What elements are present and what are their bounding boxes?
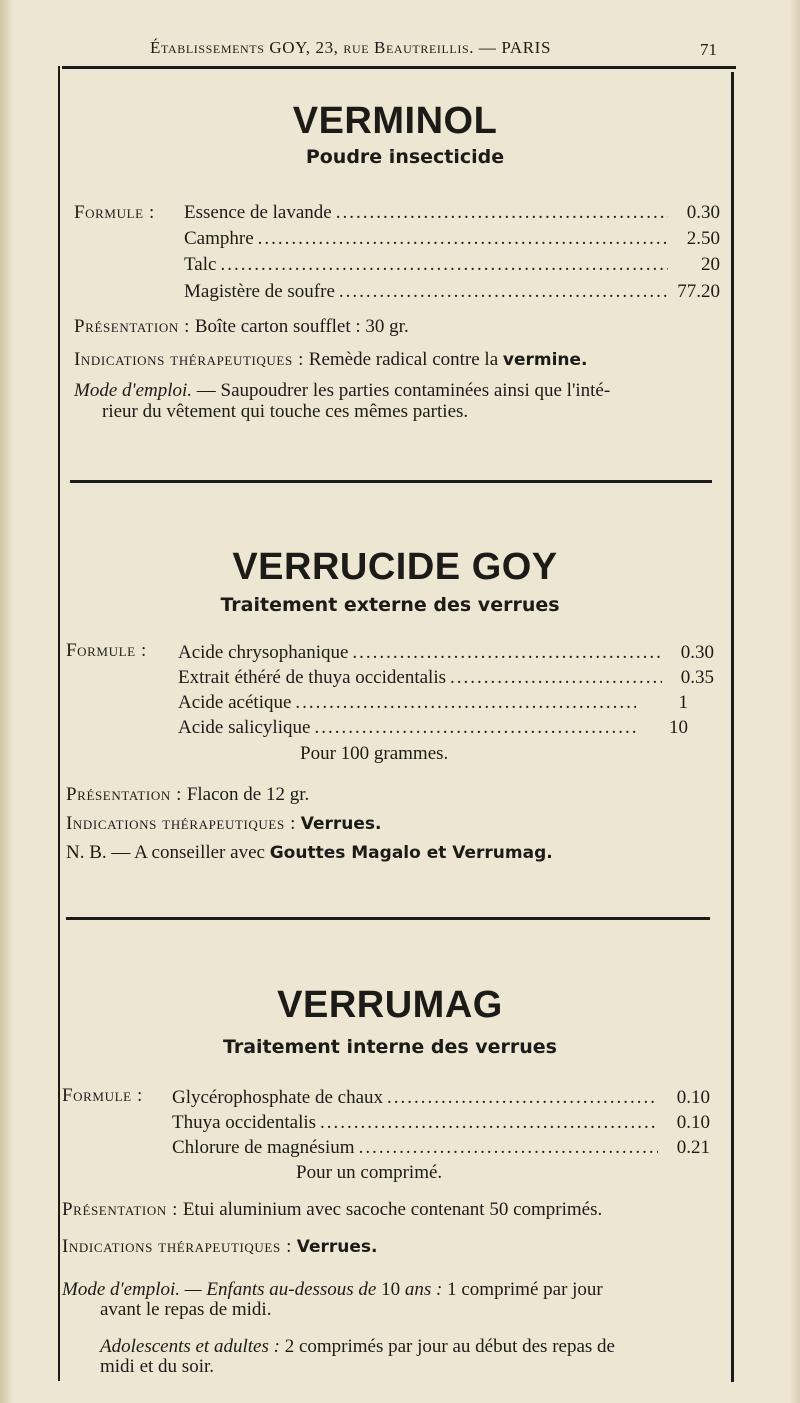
verrucide-per-unit: Pour 100 grammes. [300,743,449,764]
mode-age: 10 [381,1279,401,1300]
verminol-formula-row [184,254,720,276]
verminol-subtitle: Poudre insecticide [305,146,505,168]
ingredient-value: 20 [701,254,720,275]
ingredient-name: Essence de lavande [184,202,332,223]
indications-label: Indications thérapeutiques : [62,1236,293,1257]
verrumag-adult-line2: midi et du soir. [100,1356,214,1377]
leader-dots [352,642,662,664]
verrucide-title: VERRUCIDE GOY [232,546,558,588]
verrumag-formula-row [172,1137,710,1159]
ingredient-name: Chlorure de magnésium [172,1137,355,1158]
ingredient-name: Acide chrysophanique [178,642,349,663]
verrumag-formula-row [172,1087,710,1109]
ingredient-value: 2.50 [686,228,720,249]
ingredient-value: 0.21 [676,1137,710,1158]
leader-dots [295,692,636,714]
verrumag-adult-line [100,1336,615,1358]
verrumag-presentation [62,1199,602,1221]
verminol-presentation [74,316,409,338]
indications-label: Indications thérapeutiques : [66,813,297,834]
mode-ans: ans : [404,1279,443,1300]
ingredient-name: Extrait éthéré de thuya occidentalis [178,667,446,688]
verrucide-formula-row [178,717,688,739]
verrucide-presentation [66,784,309,806]
verrumag-mode-line2: avant le repas de midi. [100,1299,272,1320]
verminol-title: VERMINOL [292,100,498,142]
verrumag-indications [62,1236,378,1258]
verrumag-per-unit: Pour un comprimé. [296,1162,443,1183]
leader-dots [450,667,662,689]
ingredient-name: Thuya occidentalis [172,1112,317,1133]
ingredient-name: Glycérophosphate de chaux [172,1087,384,1108]
ingredient-value: 10 [669,717,688,738]
verrucide-formula-row [178,642,714,664]
leader-dots [258,228,668,250]
indications-bold: vermine. [502,350,588,370]
adult-label: Adolescents et adultes : [100,1336,280,1357]
verrucide-formule-label: Formule : [66,640,147,661]
frame-right-rule [731,72,734,1382]
ingredient-name: Acide acétique [178,692,292,713]
presentation-label: Présentation : [62,1199,179,1220]
frame-left-rule [58,66,60,1381]
verrucide-nb [66,842,553,864]
verrucide-subtitle: Traitement externe des verrues [220,594,560,616]
verminol-mode-line [74,380,610,402]
verminol-formule-label: Formule : [74,202,155,223]
section-divider [70,480,712,483]
verminol-formula-row [184,281,720,303]
section-divider [66,917,710,920]
ingredient-name: Magistère de soufre [184,281,335,302]
presentation-label: Présentation : [66,784,183,805]
page-binding-edge [0,0,14,1403]
ingredient-value: 0.10 [676,1112,710,1133]
verminol-formula-row [184,202,720,224]
verrucide-formula-row [178,667,714,689]
page-outer-edge [790,0,800,1403]
indications-text: Remède radical contre la [308,349,499,370]
mode-text: 1 comprimé par jour [447,1279,603,1300]
leader-dots [359,1137,658,1159]
verminol-indications [74,349,588,371]
ingredient-value: 1 [678,692,688,713]
verrumag-mode-line [62,1279,603,1301]
ingredient-value: 77.20 [677,281,720,302]
ingredient-name: Acide salicylique [178,717,311,738]
presentation-label: Présentation : [74,316,191,337]
verminol-formula-row [184,228,720,250]
indications-bold: Verrues. [300,814,382,834]
adult-text: 2 comprimés par jour au début des repas de [284,1336,615,1357]
ingredient-value: 0.30 [686,202,720,223]
verrumag-formule-label: Formule : [62,1085,143,1106]
nb-bold: Gouttes Magalo et Verrumag. [269,843,553,863]
leader-dots [339,281,668,303]
page-number: 71 [700,40,717,59]
mode-text: — Saupoudrer les parties contaminées ainsi que l'inté- [196,380,611,401]
verrucide-indications [66,813,382,835]
indications-label: Indications thérapeutiques : [74,349,305,370]
nb-label: N. B. — [66,842,131,863]
verrumag-title: VERRUMAG [277,984,503,1026]
ingredient-value: 0.30 [680,642,714,663]
ingredient-value: 0.35 [680,667,714,688]
leader-dots [320,1112,658,1134]
leader-dots [336,202,668,224]
leader-dots [387,1087,658,1109]
ingredient-name: Talc [184,254,217,275]
presentation-text: Boîte carton soufflet : 30 gr. [194,316,409,337]
leader-dots [220,254,668,276]
presentation-text: Etui aluminium avec sacoche contenant 50 comprimés. [182,1199,603,1220]
running-header: Établissements GOY, 23, rue Beautreillis. — PARIS [150,38,552,57]
presentation-text: Flacon de 12 gr. [186,784,310,805]
verrumag-subtitle: Traitement interne des verrues [222,1036,557,1058]
verrumag-formula-row [172,1112,710,1134]
ingredient-name: Camphre [184,228,254,249]
verrucide-formula-row [178,692,688,714]
mode-label: Mode d'emploi. — Enfants au-dessous de [62,1279,377,1300]
nb-text: A conseiller avec [134,842,265,863]
mode-label: Mode d'emploi. [74,380,193,401]
verminol-mode-line2: rieur du vêtement qui touche ces mêmes parties. [102,401,469,422]
ingredient-value: 0.10 [676,1087,710,1108]
frame-top-rule [62,66,736,69]
leader-dots [314,717,636,739]
indications-bold: Verrues. [296,1237,378,1257]
